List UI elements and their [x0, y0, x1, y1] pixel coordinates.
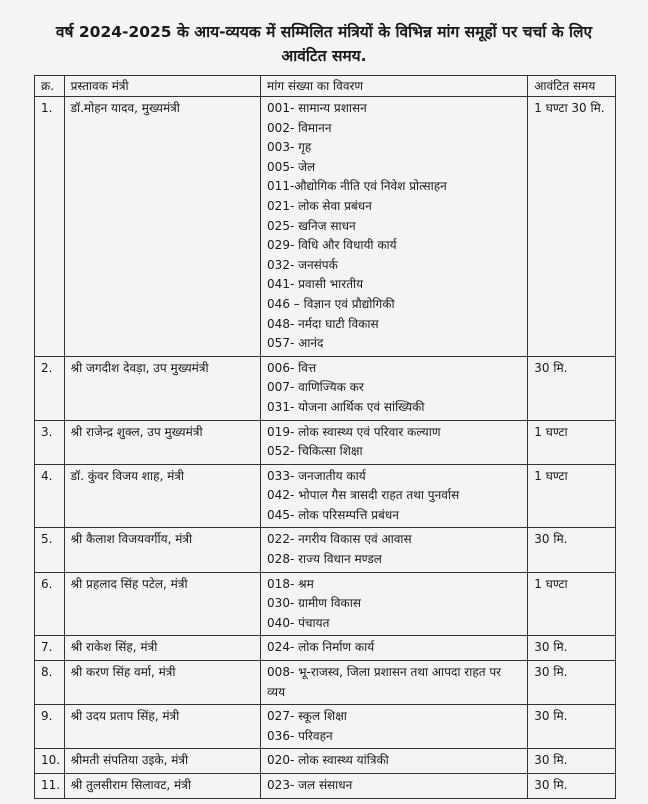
document-title — [30, 20, 618, 68]
demand-item: 040- पंचायत — [267, 615, 330, 630]
table-row — [35, 420, 616, 464]
table-row — [35, 661, 616, 705]
table-row — [35, 528, 616, 572]
row-time: 30 मि. — [528, 636, 616, 661]
row-time: 30 मि. — [528, 661, 616, 705]
demand-item: 028- राज्य विधान मण्डल — [267, 552, 382, 567]
table-body — [35, 97, 616, 799]
demand-item: 007- वाणिज्यिक कर — [267, 380, 364, 395]
demand-item: 022- नगरीय विकास एवं आवास — [267, 532, 412, 547]
row-sno: 4. — [35, 464, 65, 528]
row-time: 30 मि. — [528, 356, 616, 420]
row-minister: श्री कैलाश विजयवर्गीय, मंत्री — [64, 528, 260, 572]
row-time: 30 मि. — [528, 774, 616, 799]
row-minister: श्री राजेन्द्र शुक्ल, उप मुख्यमंत्री — [64, 420, 260, 464]
header-time: आवंटित समय — [528, 76, 616, 97]
row-time: 1 घण्टा — [528, 572, 616, 636]
demand-item: 006- वित्त — [267, 360, 317, 375]
row-demands — [261, 97, 528, 357]
demand-item: 029- विधि और विधायी कार्य — [267, 238, 397, 253]
allocation-table — [34, 75, 616, 799]
demand-item: 052- चिकित्सा शिक्षा — [267, 444, 363, 459]
row-minister: श्री राकेश सिंह, मंत्री — [64, 636, 260, 661]
demand-item: 041- प्रवासी भारतीय — [267, 277, 364, 292]
demand-item: 027- स्कूल शिक्षा — [267, 709, 347, 724]
row-demands — [261, 572, 528, 636]
row-time: 30 मि. — [528, 528, 616, 572]
row-sno: 5. — [35, 528, 65, 572]
demand-item: 001- सामान्य प्रशासन — [267, 101, 367, 115]
table-row — [35, 774, 616, 799]
row-demands — [261, 464, 528, 528]
row-minister: श्रीमती संपतिया उइके, मंत्री — [64, 749, 260, 774]
demand-item: 005- जेल — [267, 159, 316, 174]
demand-item: 002- विमानन — [267, 120, 332, 135]
row-demands — [261, 705, 528, 749]
row-sno: 10. — [35, 749, 65, 774]
title-line-1: वर्ष 2024-2025 के आय-व्ययक में सम्मिलित मंत्रियों के विभिन्न मांग समूहों पर चर्चा के लिए — [55, 23, 593, 41]
table-row — [35, 636, 616, 661]
row-minister: श्री उदय प्रताप सिंह, मंत्री — [64, 705, 260, 749]
table-row — [35, 464, 616, 528]
title-line-2: आवंटित समय. — [281, 47, 367, 65]
row-minister: श्री करण सिंह वर्मा, मंत्री — [64, 661, 260, 705]
row-time: 30 मि. — [528, 749, 616, 774]
row-sno: 1. — [35, 97, 65, 357]
table-row — [35, 572, 616, 636]
demand-item: 031- योजना आर्थिक एवं सांख्यिकी — [267, 399, 425, 414]
demand-item: 019- लोक स्वास्थ्य एवं परिवार कल्याण — [267, 424, 441, 439]
table-header-row — [35, 76, 616, 97]
demand-item: 036- परिवहन — [267, 728, 333, 743]
demand-item: 011-औद्योगिक नीति एवं निवेश प्रोत्साहन — [267, 179, 447, 194]
row-sno: 7. — [35, 636, 65, 661]
demand-item: 057- आनंद — [267, 336, 324, 351]
table-row — [35, 356, 616, 420]
row-time: 1 घण्टा 30 मि. — [528, 97, 616, 357]
row-minister: श्री तुलसीराम सिलावट, मंत्री — [64, 774, 260, 799]
row-demands — [261, 420, 528, 464]
row-demands — [261, 774, 528, 799]
demand-item: 042- भोपाल गैस त्रासदी राहत तथा पुनर्वास — [267, 488, 460, 503]
demand-item: 046 – विज्ञान एवं प्रौद्योगिकी — [267, 296, 395, 311]
demand-item: 020- लोक स्वास्थ्य यांत्रिकी — [267, 753, 389, 768]
table-row — [35, 97, 616, 357]
header-minister: प्रस्तावक मंत्री — [64, 76, 260, 97]
row-sno: 11. — [35, 774, 65, 799]
demand-item: 048- नर्मदा घाटी विकास — [267, 316, 379, 331]
row-minister: डॉ.मोहन यादव, मुख्यमंत्री — [64, 97, 260, 357]
row-minister: डॉ. कुंवर विजय शाह, मंत्री — [64, 464, 260, 528]
table-row — [35, 705, 616, 749]
row-sno: 2. — [35, 356, 65, 420]
demand-item: 024- लोक निर्माण कार्य — [267, 640, 375, 655]
demand-item: 030- ग्रामीण विकास — [267, 596, 361, 611]
demand-item: 018- श्रम — [267, 576, 314, 591]
table-row — [35, 749, 616, 774]
header-sno: क्र. — [35, 76, 65, 97]
demand-item: 025- खनिज साधन — [267, 218, 356, 233]
demand-item: 021- लोक सेवा प्रबंधन — [267, 198, 372, 213]
demand-item: 045- लोक परिसम्पत्ति प्रबंधन — [267, 507, 399, 522]
row-demands — [261, 356, 528, 420]
row-demands — [261, 636, 528, 661]
row-demands — [261, 749, 528, 774]
demand-item: 032- जनसंपर्क — [267, 257, 338, 272]
row-time: 30 मि. — [528, 705, 616, 749]
row-time: 1 घण्टा — [528, 464, 616, 528]
demand-item: 003- गृह — [267, 140, 312, 155]
demand-item: 033- जनजातीय कार्य — [267, 468, 366, 483]
row-sno: 8. — [35, 661, 65, 705]
header-demands: मांग संख्या का विवरण — [261, 76, 528, 97]
demand-item: 023- जल संसाधन — [267, 778, 353, 792]
demand-item: 008- भू-राजस्व, जिला प्रशासन तथा आपदा राहत पर व्यय — [267, 665, 502, 699]
row-sno: 3. — [35, 420, 65, 464]
row-demands — [261, 661, 528, 705]
row-minister: श्री प्रहलाद सिंह पटेल, मंत्री — [64, 572, 260, 636]
row-time: 1 घण्टा — [528, 420, 616, 464]
row-minister: श्री जगदीश देवड़ा, उप मुख्यमंत्री — [64, 356, 260, 420]
row-sno: 9. — [35, 705, 65, 749]
row-demands — [261, 528, 528, 572]
row-sno: 6. — [35, 572, 65, 636]
